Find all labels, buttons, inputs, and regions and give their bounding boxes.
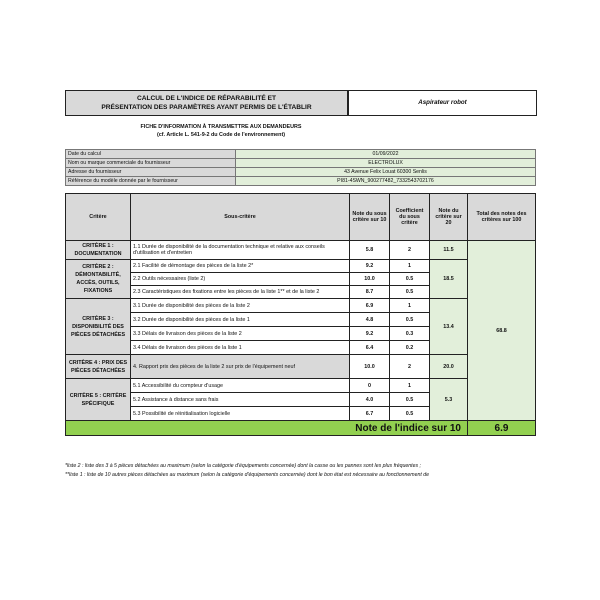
subcriterion-coef: 1 [390,379,430,393]
subcriterion-note: 4.8 [350,313,390,327]
footnote-list-1: **liste 1 : liste de 10 autres pièces détachées au maximum (selon la catégorie d'équipements concernée) dont le bon état est nécessaire au fonctionnement de [65,472,430,478]
subcriterion-note: 10.0 [350,273,390,286]
table-row [66,260,536,273]
subcriterion-note: 5.8 [350,241,390,260]
supplier-info-table [65,149,536,186]
document-title [65,90,348,116]
subcriterion-coef: 0.5 [390,393,430,407]
table-row [66,355,536,379]
subcriterion-note: 6.9 [350,299,390,313]
info-row [66,159,536,168]
info-label: Référence du modèle donnée par le fournisseur [66,177,236,186]
criterion-3-label: CRITÈRE 3 : DISPONIBILITÉ DES PIÈCES DÉTACHÉES [66,299,131,355]
fiche-heading [65,123,377,139]
repairability-table [65,193,536,436]
criterion-4-label: CRITÈRE 4 : PRIX DES PIÈCES DÉTACHÉES [66,355,131,379]
info-label: Adresse du fournisseur [66,168,236,177]
title-line-2: PRÉSENTATION DES PARAMÈTRES AYANT PERMIS DE L'ÉTABLIR [101,104,312,111]
subcriterion-label: 2.3 Caractéristiques des fixations entre les pièces de la liste 1** et de la liste 2 [131,286,350,299]
subcriterion-label: 5.2 Assistance à distance sans frais [131,393,350,407]
criterion-2-note20: 18.5 [430,260,468,299]
subcriterion-note: 9.2 [350,327,390,341]
subcriterion-coef: 2 [390,241,430,260]
table-row [66,299,536,313]
header-total: Total des notes des critères sur 100 [468,194,536,241]
final-score-row [66,421,536,436]
info-row [66,150,536,159]
table-header-row [66,194,536,241]
final-score-value: 6.9 [468,421,536,436]
table-row [66,241,536,260]
subcriterion-label: 2.1 Facilité de démontage des pièces de la liste 2* [131,260,350,273]
subcriterion-note: 4.0 [350,393,390,407]
subcriterion-label: 1.1 Durée de disponibilité de la documentation technique et relative aux conseils d'utilisation et d'entretien [131,241,350,260]
subcriterion-coef: 1 [390,260,430,273]
subcriterion-note: 10.0 [350,355,390,379]
subcriterion-coef: 0.5 [390,407,430,421]
subcriterion-coef: 2 [390,355,430,379]
table-row [66,379,536,393]
subcriterion-coef: 1 [390,299,430,313]
subcriterion-label: 5.3 Possibilité de réinitialisation logicielle [131,407,350,421]
subcriterion-coef: 0.3 [390,327,430,341]
total-score: 68.8 [468,241,536,421]
subcriterion-label: 3.4 Délais de livraison des pièces de la liste 1 [131,341,350,355]
subcriterion-coef: 0.5 [390,313,430,327]
subcriterion-note: 0 [350,379,390,393]
subcriterion-note: 6.4 [350,341,390,355]
header-coef: Coefficient du sous critère [390,194,430,241]
subcriterion-coef: 0.5 [390,286,430,299]
criterion-5-note20: 5.3 [430,379,468,421]
subcriterion-coef: 0.5 [390,273,430,286]
info-value: 43 Avenue Felix Louat 60300 Senlis [236,168,536,177]
info-value: 01/09/2022 [236,150,536,159]
subcriterion-label: 3.3 Délais de livraison des pièces de la liste 2 [131,327,350,341]
footnote-list-2: *liste 2 : liste des 3 à 5 pièces détachées au maximum (selon la catégorie d'équipements concernée) dont la casse ou les pannes sont les plus fréquentes ; [65,463,421,469]
info-row [66,168,536,177]
info-row [66,177,536,186]
subcriterion-note: 9.2 [350,260,390,273]
subcriterion-label: 3.2 Durée de disponibilité des pièces de la liste 1 [131,313,350,327]
criterion-3-note20: 13.4 [430,299,468,355]
info-label: Nom ou marque commerciale du fournisseur [66,159,236,168]
subcriterion-label: 5.1 Accessibilité du compteur d'usage [131,379,350,393]
criterion-2-label: CRITÈRE 2 : DÉMONTABILITÉ, ACCÈS, OUTILS, FIXATIONS [66,260,131,299]
header-note20: Note du critère sur 20 [430,194,468,241]
criterion-4-note20: 20.0 [430,355,468,379]
subcriterion-label: 3.1 Durée de disponibilité des pièces de la liste 2 [131,299,350,313]
subcriterion-note: 8.7 [350,286,390,299]
info-value: PI81-4SWN_900277482_7332543702176 [236,177,536,186]
fiche-line-2: (cf. Article L. 541-9-2 du Code de l'environnement) [156,132,286,138]
subcriterion-label: 2.2 Outils nécessaires (liste 2) [131,273,350,286]
subcriterion-note: 6.7 [350,407,390,421]
criterion-5-label: CRITÈRE 5 : CRITÈRE SPÉCIFIQUE [66,379,131,421]
info-value: ELECTROLUX [236,159,536,168]
header-sous-critere: Sous-critère [131,194,350,241]
info-label: Date du calcul [66,150,236,159]
title-line-1: CALCUL DE L'INDICE DE RÉPARABILITÉ ET [136,95,277,102]
product-type: Aspirateur robot [348,90,537,116]
subcriterion-label: 4. Rapport prix des pièces de la liste 2 sur prix de l'équipement neuf [131,355,350,379]
fiche-line-1: FICHE D'INFORMATION À TRANSMETTRE AUX DEMANDEURS [140,124,302,130]
header-critere: Critère [66,194,131,241]
criterion-1-label: CRITÈRE 1 : DOCUMENTATION [66,241,131,260]
header-note10: Note du sous critère sur 10 [350,194,390,241]
criterion-1-note20: 11.5 [430,241,468,260]
subcriterion-coef: 0.2 [390,341,430,355]
final-score-label: Note de l'indice sur 10 [66,421,468,436]
